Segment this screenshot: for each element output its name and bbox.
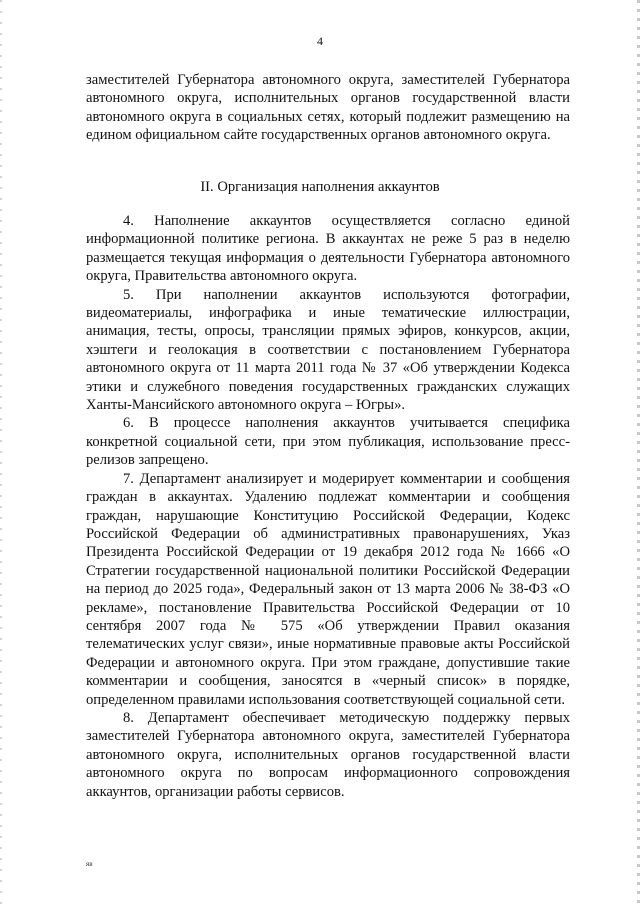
paragraph-7: 7. Департамент анализирует и модерирует комментарии и сообщения граждан в аккаунтах. Удалению подлежат комментарии и сообщения граждан, нарушающие Конституцию Российской Федерации, Кодекс Российской Федерации об административных правонарушениях, Указ Президента Российской Федерации от 19 декабря 2012 года № 1666 «О Стратегии государственной национальной политики Российской Федерации на период до 2025 года», Федеральный закон от 13 марта 2006 № 38-ФЗ «О рекламе», постановление Правительства Российской Федерации от 10 сентября 2007 года № 575 «Об утверждении Правил оказания телематических услуг связи», иные нормативные правовые акты Российской Федерации и автономного округа. При этом граждане, допустившие такие комментарии и сообщения, заносятся в «черный список» в порядке, определенном правилами использования соответствующей социальной сети. — [86, 470, 570, 708]
paragraph-8: 8. Департамент обеспечивает методическую поддержку первых заместителей Губернатора автономного округа, заместителей Губернатора автономного округа, исполнительных органов государственной власти автономного округа по вопросам информационного сопровождения аккаунтов, организации работы сервисов. — [86, 709, 570, 800]
paragraph-5: 5. При наполнении аккаунтов используются фотографии, видеоматериалы, инфографика и иные тематические иллюстрации, анимация, тесты, опросы, трансляции прямых эфиров, конкурсов, акции, хэштеги и геолокация в соответствии с постановлением Губернатора автономного округа от 11 марта 2011 года № 37 «Об утверждении Кодекса этики и служебного поведения государственных гражданских служащих Ханты-Мансийского автономного округа – Югры». — [86, 286, 570, 414]
section-heading: II. Организация наполнения аккаунтов — [200, 179, 440, 195]
intro-paragraph: заместителей Губернатора автономного округа, заместителей Губернатора автономного округа, исполнительных органов государственной власти автономного округа в социальных сетях, который подлежит размещению на едином официальном сайте государственных органов автономного округа. — [86, 72, 570, 144]
paragraph-6: 6. В процессе наполнения аккаунтов учитывается специфика конкретной социальной сети, при этом публикация, использование пресс-релизов запрещено. — [86, 415, 570, 469]
footer-code: яв — [86, 860, 93, 868]
section-body — [86, 212, 570, 801]
paragraph-4: 4. Наполнение аккаунтов осуществляется согласно единой информационной политике региона. В аккаунтах не реже 5 раз в неделю размещается текущая информация о деятельности Губернатора автономного округа, Правительства автономного округа. — [86, 213, 570, 285]
scan-edge-left — [0, 0, 2, 905]
page-number: 4 — [317, 34, 323, 48]
